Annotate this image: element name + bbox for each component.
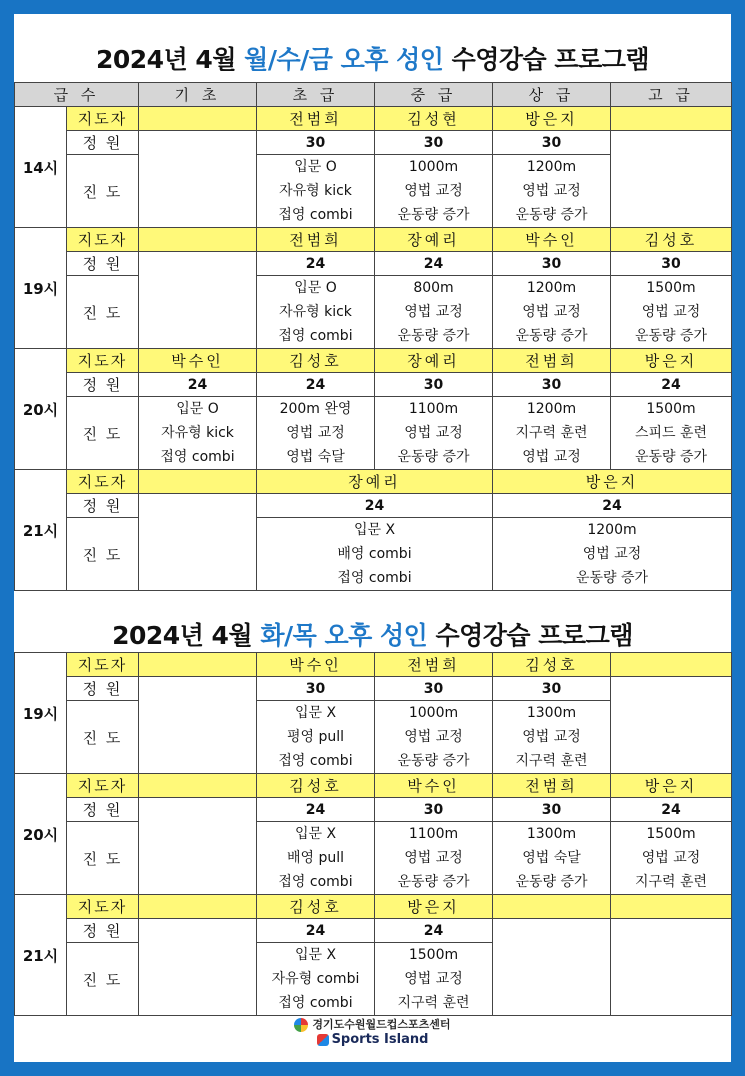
instructor-cell: 방은지: [493, 107, 611, 131]
sports-island-icon: [317, 1034, 329, 1046]
instructor-cell: 장예리: [375, 349, 493, 373]
row-21-progress: [15, 518, 732, 591]
capacity-cell: 30: [493, 252, 611, 276]
instructor-cell: 방은지: [611, 349, 732, 373]
row-19-progress: [15, 276, 732, 349]
label-capacity: 정 원: [67, 677, 139, 701]
progress-cell: 입문 O 자유형 kick 접영 combi: [257, 276, 375, 349]
capacity-cell: 30: [493, 131, 611, 155]
label-instructor: 지도자: [67, 349, 139, 373]
instructor-cell: 장예리: [257, 470, 493, 494]
instructor-cell: 박수인: [375, 774, 493, 798]
label-instructor: 지도자: [67, 774, 139, 798]
instructor-cell: 방은지: [375, 895, 493, 919]
progress-cell: 1200m 영법 교정 운동량 증가: [493, 155, 611, 228]
capacity-cell: 30: [257, 131, 375, 155]
instructor-cell: 방은지: [611, 774, 732, 798]
capacity-cell: 30: [611, 252, 732, 276]
progress-cell: 1200m 지구력 훈련 영법 교정: [493, 397, 611, 470]
progress-cell: 200m 완영 영법 교정 영법 숙달: [257, 397, 375, 470]
capacity-cell: 24: [139, 373, 257, 397]
label-capacity: 정 원: [67, 798, 139, 822]
progress-cell: 입문 X 배영 combi 접영 combi: [257, 518, 493, 591]
progress-cell: 1300m 영법 교정 지구력 훈련: [493, 701, 611, 774]
progress-cell: 1500m 영법 교정 지구력 훈련: [611, 822, 732, 895]
title1-year: 2024년 4월: [95, 45, 245, 74]
capacity-cell: 24: [257, 798, 375, 822]
sports-center-logo: [14, 1016, 731, 1047]
row-14-capacity: [15, 131, 732, 155]
row-21-capacity: [15, 494, 732, 518]
row-21-instructor: [15, 895, 732, 919]
progress-cell: 800m 영법 교정 운동량 증가: [375, 276, 493, 349]
sports-center-emblem-icon: [294, 1018, 308, 1032]
label-capacity: 정 원: [67, 494, 139, 518]
capacity-cell: 30: [375, 798, 493, 822]
capacity-cell: 24: [611, 798, 732, 822]
title1-rest: 수영강습 프로그램: [443, 45, 650, 74]
header-beginner: 초 급: [257, 83, 375, 107]
progress-cell: 1300m 영법 숙달 운동량 증가: [493, 822, 611, 895]
label-progress: 진 도: [67, 943, 139, 1016]
label-progress: 진 도: [67, 276, 139, 349]
capacity-cell: 24: [257, 252, 375, 276]
title-tue-thu: [14, 616, 731, 652]
label-progress: 진 도: [67, 518, 139, 591]
instructor-cell: 전범희: [257, 107, 375, 131]
title-mon-wed-fri: [14, 40, 731, 76]
instructor-cell: 전범희: [375, 653, 493, 677]
time-20: 20시: [15, 349, 67, 470]
row-21-capacity: [15, 919, 732, 943]
label-instructor: 지도자: [67, 653, 139, 677]
progress-cell: 입문 X 평영 pull 접영 combi: [257, 701, 375, 774]
capacity-cell: 24: [257, 919, 375, 943]
progress-cell: 1200m 영법 교정 운동량 증가: [493, 276, 611, 349]
time-19: 19시: [15, 653, 67, 774]
label-instructor: 지도자: [67, 470, 139, 494]
label-capacity: 정 원: [67, 919, 139, 943]
label-progress: 진 도: [67, 822, 139, 895]
progress-cell: 1000m 영법 교정 운동량 증가: [375, 701, 493, 774]
capacity-cell: 24: [257, 373, 375, 397]
title2-days: 화/목 오후 성인: [260, 621, 428, 650]
progress-cell: 입문 X 자유형 combi 접영 combi: [257, 943, 375, 1016]
row-19-instructor: [15, 228, 732, 252]
capacity-cell: 30: [493, 798, 611, 822]
header-level: 급 수: [15, 83, 139, 107]
capacity-cell: 30: [375, 373, 493, 397]
header-row: [15, 83, 732, 107]
row-14-instructor: [15, 107, 732, 131]
instructor-cell: 박수인: [257, 653, 375, 677]
row-20-capacity: [15, 798, 732, 822]
progress-cell: 1500m 영법 교정 지구력 훈련: [375, 943, 493, 1016]
logo-org-name: 경기도수원월드컵스포츠센터: [312, 1018, 451, 1031]
header-advanced: 고 급: [611, 83, 732, 107]
progress-cell: 입문 X 배영 pull 접영 combi: [257, 822, 375, 895]
instructor-cell: 김성호: [257, 774, 375, 798]
label-instructor: 지도자: [67, 895, 139, 919]
label-progress: 진 도: [67, 701, 139, 774]
time-19: 19시: [15, 228, 67, 349]
capacity-cell: 30: [257, 677, 375, 701]
instructor-cell: 김성현: [375, 107, 493, 131]
capacity-cell: 24: [493, 494, 732, 518]
progress-cell: 1100m 영법 교정 운동량 증가: [375, 397, 493, 470]
instructor-cell: 전범희: [493, 774, 611, 798]
schedule-table-2: [14, 652, 732, 1016]
row-19-instructor: [15, 653, 732, 677]
page-content: [14, 14, 731, 1062]
progress-cell: 1100m 영법 교정 운동량 증가: [375, 822, 493, 895]
row-20-instructor: [15, 774, 732, 798]
label-instructor: 지도자: [67, 107, 139, 131]
capacity-cell: 24: [375, 252, 493, 276]
capacity-cell: 30: [375, 677, 493, 701]
title2-rest: 수영강습 프로그램: [427, 621, 633, 650]
instructor-cell: 전범희: [257, 228, 375, 252]
instructor-cell: 박수인: [139, 349, 257, 373]
header-upper: 상 급: [493, 83, 611, 107]
schedule-table-1: [14, 82, 732, 591]
time-21: 21시: [15, 470, 67, 591]
row-20-instructor: [15, 349, 732, 373]
progress-cell: 1500m 스피드 훈련 운동량 증가: [611, 397, 732, 470]
time-21: 21시: [15, 895, 67, 1016]
instructor-cell: 김성호: [257, 895, 375, 919]
capacity-cell: 30: [375, 131, 493, 155]
progress-cell: 입문 O 자유형 kick 접영 combi: [257, 155, 375, 228]
label-progress: 진 도: [67, 397, 139, 470]
row-19-capacity: [15, 252, 732, 276]
capacity-cell: 24: [257, 494, 493, 518]
capacity-cell: 30: [493, 677, 611, 701]
instructor-cell: 김성호: [257, 349, 375, 373]
label-capacity: 정 원: [67, 131, 139, 155]
label-instructor: 지도자: [67, 228, 139, 252]
logo-brand: Sports Island: [331, 1032, 429, 1047]
progress-cell: 1500m 영법 교정 운동량 증가: [611, 276, 732, 349]
row-20-progress: [15, 822, 732, 895]
capacity-cell: 30: [493, 373, 611, 397]
instructor-cell: 김성호: [493, 653, 611, 677]
progress-cell: 1000m 영법 교정 운동량 증가: [375, 155, 493, 228]
instructor-cell: 김성호: [611, 228, 732, 252]
header-basic: 기 초: [139, 83, 257, 107]
header-intermediate: 중 급: [375, 83, 493, 107]
row-20-progress: [15, 397, 732, 470]
instructor-cell: 장예리: [375, 228, 493, 252]
progress-cell: 입문 O 자유형 kick 접영 combi: [139, 397, 257, 470]
capacity-cell: 24: [611, 373, 732, 397]
row-21-instructor: [15, 470, 732, 494]
instructor-cell: 전범희: [493, 349, 611, 373]
row-19-capacity: [15, 677, 732, 701]
label-capacity: 정 원: [67, 373, 139, 397]
label-progress: 진 도: [67, 155, 139, 228]
progress-cell: 1200m 영법 교정 운동량 증가: [493, 518, 732, 591]
title1-days: 월/수/금 오후 성인: [244, 45, 444, 74]
instructor-cell: 방은지: [493, 470, 732, 494]
time-20: 20시: [15, 774, 67, 895]
row-20-capacity: [15, 373, 732, 397]
title2-year: 2024년 4월: [112, 621, 261, 650]
instructor-cell: 박수인: [493, 228, 611, 252]
time-14: 14시: [15, 107, 67, 228]
label-capacity: 정 원: [67, 252, 139, 276]
capacity-cell: 24: [375, 919, 493, 943]
